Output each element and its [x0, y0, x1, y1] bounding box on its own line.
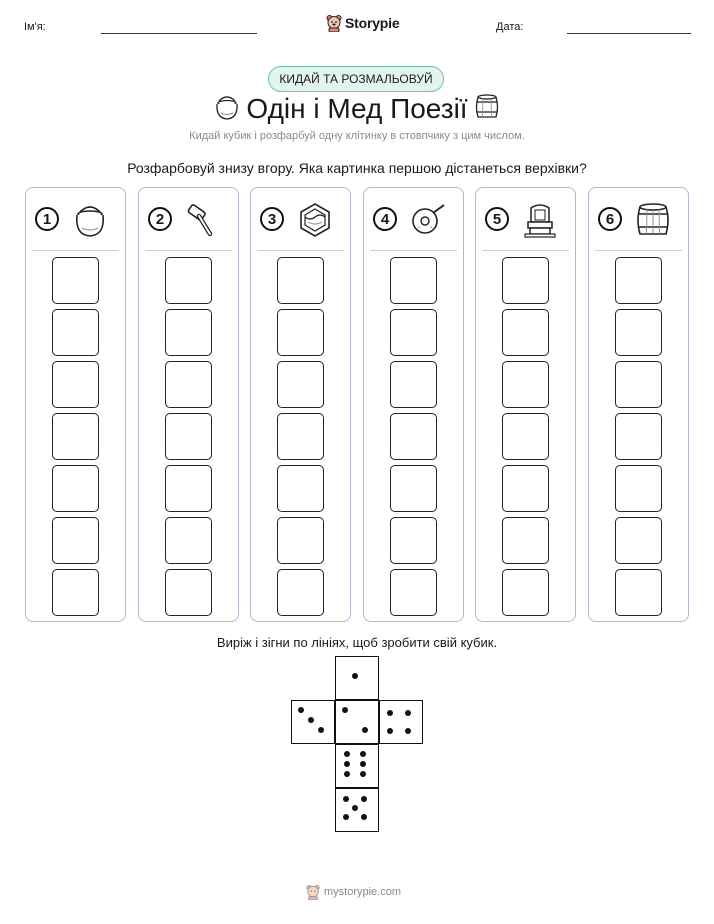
- die-face-1: [335, 656, 379, 700]
- millstone-icon: [408, 200, 448, 240]
- die-face-3: [291, 700, 335, 744]
- color-cell[interactable]: [165, 361, 212, 408]
- color-cell[interactable]: [615, 257, 662, 304]
- color-cell[interactable]: [165, 309, 212, 356]
- color-cell[interactable]: [52, 413, 99, 460]
- column-number: 4: [373, 207, 397, 231]
- color-cell[interactable]: [390, 309, 437, 356]
- pip: [361, 814, 367, 820]
- pip: [405, 710, 411, 716]
- color-cell[interactable]: [390, 257, 437, 304]
- pip: [362, 727, 368, 733]
- hammer-icon: [183, 200, 223, 240]
- color-cell[interactable]: [277, 257, 324, 304]
- column-2: [138, 187, 239, 622]
- column-divider: [257, 250, 344, 251]
- pip: [343, 796, 349, 802]
- pip: [361, 796, 367, 802]
- date-line[interactable]: [567, 33, 691, 34]
- color-cell[interactable]: [52, 517, 99, 564]
- color-cell[interactable]: [277, 569, 324, 616]
- instruction: Розфарбовуй знизу вгору. Яка картинка першою дістанеться верхівки?: [127, 160, 587, 176]
- title-barrel-icon: [472, 92, 502, 122]
- pip: [344, 771, 350, 777]
- footer: [306, 884, 401, 900]
- column-6: [588, 187, 689, 622]
- footer-url: mystorypie.com: [324, 886, 402, 898]
- color-cell[interactable]: [165, 517, 212, 564]
- name-label: Ім'я:: [24, 21, 46, 33]
- color-cell[interactable]: [390, 361, 437, 408]
- color-cell[interactable]: [52, 309, 99, 356]
- color-cell[interactable]: [390, 517, 437, 564]
- bear-logo-icon: [326, 14, 342, 32]
- color-cell[interactable]: [615, 413, 662, 460]
- bear-logo-icon: [306, 884, 320, 900]
- color-cell[interactable]: [502, 413, 549, 460]
- cauldron-icon: [70, 200, 110, 240]
- color-cell[interactable]: [502, 257, 549, 304]
- column-1: [25, 187, 126, 622]
- color-cell[interactable]: [165, 569, 212, 616]
- color-cell[interactable]: [165, 257, 212, 304]
- color-cell[interactable]: [277, 465, 324, 512]
- color-cell[interactable]: [277, 517, 324, 564]
- color-cell[interactable]: [52, 361, 99, 408]
- color-cell[interactable]: [390, 465, 437, 512]
- color-cell[interactable]: [277, 361, 324, 408]
- brand-name: Storypie: [345, 15, 400, 31]
- activity-badge: [268, 66, 444, 92]
- pip: [342, 707, 348, 713]
- page-title: Одін і Мед Поезії: [246, 93, 468, 124]
- color-cell[interactable]: [52, 569, 99, 616]
- pip: [387, 728, 393, 734]
- column-number: 5: [485, 207, 509, 231]
- pip: [352, 805, 358, 811]
- pip: [318, 727, 324, 733]
- pip: [308, 717, 314, 723]
- column-divider: [145, 250, 232, 251]
- brand-logo: [326, 13, 399, 33]
- color-cell[interactable]: [615, 569, 662, 616]
- die-face-4: [379, 700, 423, 744]
- color-cell[interactable]: [390, 413, 437, 460]
- column-divider: [370, 250, 457, 251]
- color-cell[interactable]: [615, 361, 662, 408]
- pip: [360, 771, 366, 777]
- column-3: [250, 187, 351, 622]
- column-number: 3: [260, 207, 284, 231]
- color-cell[interactable]: [615, 465, 662, 512]
- barrel-icon: [633, 200, 673, 240]
- pip: [298, 707, 304, 713]
- color-cell[interactable]: [52, 465, 99, 512]
- die-face-2: [335, 700, 379, 744]
- pip: [360, 751, 366, 757]
- die-face-6: [335, 744, 379, 788]
- cut-instruction: Виріж і зігни по лініях, щоб зробити свій кубик.: [216, 635, 498, 650]
- pip: [343, 814, 349, 820]
- name-line[interactable]: [101, 33, 257, 34]
- column-divider: [595, 250, 682, 251]
- color-cell[interactable]: [502, 361, 549, 408]
- color-cell[interactable]: [502, 569, 549, 616]
- pip: [344, 751, 350, 757]
- column-divider: [32, 250, 119, 251]
- date-label: Дата:: [496, 21, 524, 33]
- column-number: 2: [148, 207, 172, 231]
- pip: [352, 673, 358, 679]
- color-cell[interactable]: [502, 517, 549, 564]
- color-cell[interactable]: [502, 465, 549, 512]
- pip: [387, 710, 393, 716]
- color-cell[interactable]: [390, 569, 437, 616]
- color-cell[interactable]: [502, 309, 549, 356]
- color-cell[interactable]: [165, 465, 212, 512]
- pip: [405, 728, 411, 734]
- column-number: 6: [598, 207, 622, 231]
- subtitle: Кидай кубик і розфарбуй одну клітинку в стовпчику з цим числом.: [189, 130, 525, 142]
- honeycomb-icon: [295, 200, 335, 240]
- column-divider: [482, 250, 569, 251]
- column-5: [475, 187, 576, 622]
- activity-badge-text: КИДАЙ ТА РОЗМАЛЬОВУЙ: [279, 72, 433, 86]
- color-cell[interactable]: [277, 413, 324, 460]
- die-face-5: [335, 788, 379, 832]
- pip: [344, 761, 350, 767]
- column-4: [363, 187, 464, 622]
- throne-icon: [520, 200, 560, 240]
- color-cell[interactable]: [165, 413, 212, 460]
- pip: [360, 761, 366, 767]
- column-number: 1: [35, 207, 59, 231]
- color-cell[interactable]: [615, 517, 662, 564]
- color-cell[interactable]: [52, 257, 99, 304]
- color-cell[interactable]: [615, 309, 662, 356]
- color-cell[interactable]: [277, 309, 324, 356]
